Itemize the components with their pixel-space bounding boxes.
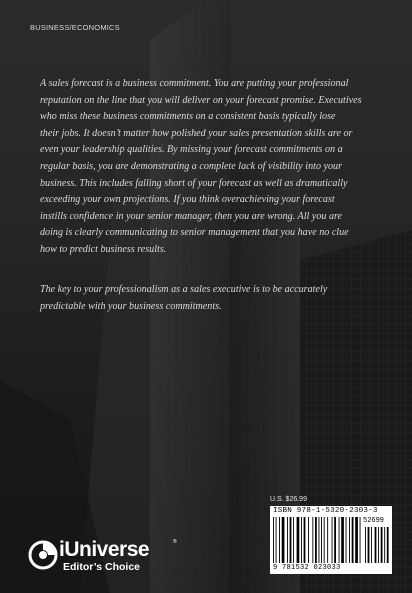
iuniverse-swirl-icon (28, 540, 58, 570)
barcode-number: 9 781532 023033 (273, 564, 341, 572)
text-line: exceeding your own projections. If you think overachieving your forecast (40, 194, 335, 206)
text-line: predictable with your business commitments. (40, 300, 222, 312)
price-addon-number: 52699 (363, 517, 385, 525)
text-line: business. This includes falling short of your forecast as well as dramatically (40, 177, 348, 189)
text-line: regular basis, you are demonstrating a complete lack of visibility into your (40, 160, 343, 172)
publisher-name: iUniverse (59, 538, 150, 561)
registered-mark: ® (173, 539, 177, 545)
publisher-tagline: Editor’s Choice (63, 561, 141, 573)
description-paragraph-2 (40, 282, 372, 315)
description-paragraph-1 (40, 76, 372, 259)
isbn-barcode (270, 506, 392, 574)
text-line: doing is clearly communicating to senior management that you have no clue (40, 227, 349, 239)
text-line: A sales forecast is a business commitment. You are putting your professional (40, 78, 349, 89)
price-label: U.S. $26.99 (270, 496, 307, 503)
publisher-logo (28, 538, 178, 578)
text-line: their jobs. It doesn’t matter how polished your sales presentation skills are or (40, 127, 353, 139)
text-line: even your leadership qualities. By missing your forecast commitments on a (40, 144, 343, 156)
text-line: instills confidence in your senior manager, then you are wrong. All you are (40, 210, 343, 222)
text-line: who miss these business commitments on a consistent basis typically lose (40, 111, 336, 123)
text-line: reputation on the line that you will deliver on your forecast promise. Executives (40, 94, 362, 106)
category-label: BUSINESS/ECONOMICS (30, 23, 120, 32)
text-line: how to predict business results. (40, 243, 167, 255)
text-line: The key to your professionalism as a sales executive is to be accurately (40, 284, 328, 295)
isbn-label: ISBN 978-1-5320-2303-3 (273, 507, 378, 515)
